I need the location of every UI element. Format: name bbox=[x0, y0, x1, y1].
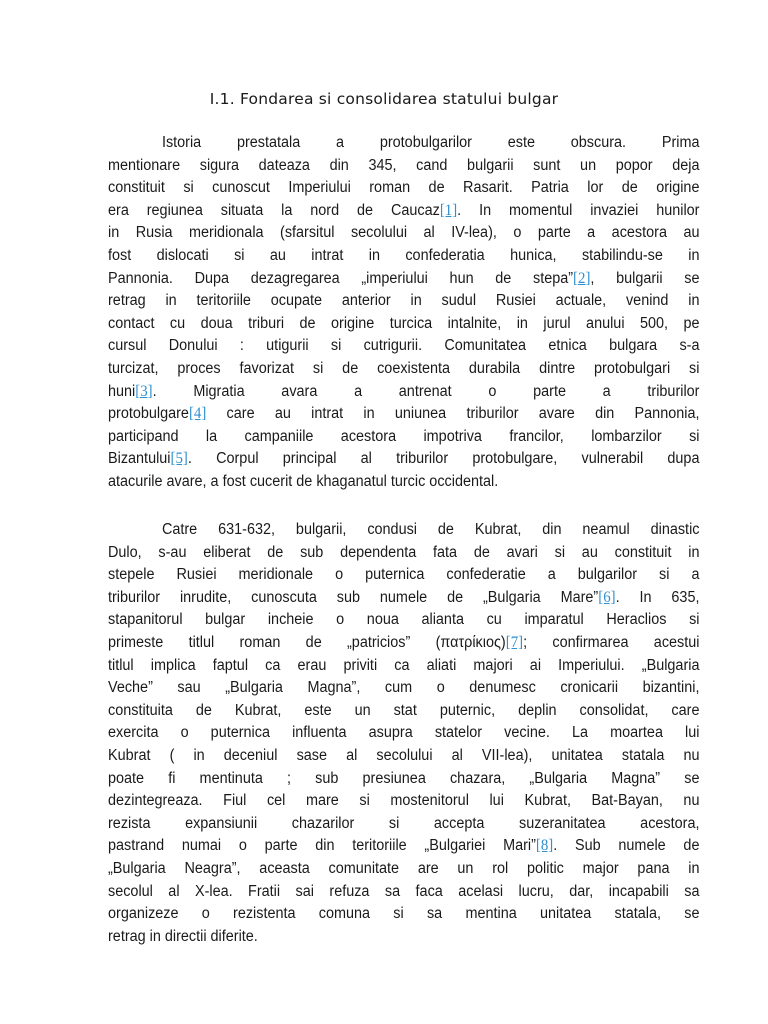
text-line bbox=[108, 858, 699, 881]
text-segment: in Rusia meridionala (sfarsitul secolului al IV-lea), o parte a acestora au bbox=[108, 224, 700, 242]
text-line bbox=[108, 677, 699, 700]
text-segment: , bulgarii se bbox=[590, 269, 700, 287]
text-line bbox=[108, 655, 699, 678]
text-segment: retrag in teritoriile ocupate anterior in sudul Rusiei actuale, venind in bbox=[108, 292, 700, 310]
text-line bbox=[108, 926, 699, 949]
text-line bbox=[108, 448, 699, 471]
text-segment: primeste titlul roman de „patricios” (πατρίκιος) bbox=[108, 633, 506, 651]
text-segment: . Corpul principal al triburilor protobulgare, vulnerabil dupa bbox=[187, 450, 700, 468]
text-segment: cursul Donului : utigurii si cutrigurii. Comunitatea etnica bulgara s-a bbox=[108, 337, 700, 355]
text-segment: exercita o puternica influenta asupra statelor vecine. La moartea lui bbox=[108, 724, 700, 742]
text-segment: care au intrat in uniunea triburilor avare din Pannonia, bbox=[206, 405, 700, 423]
text-line bbox=[108, 155, 699, 178]
footnote-link[interactable]: [8] bbox=[535, 837, 554, 855]
text-segment: constituit si cunoscut Imperiului roman de Rasarit. Patria lor de origine bbox=[108, 179, 700, 197]
text-segment: Dulo, s-au eliberat de sub dependenta fata de avari si au constituit in bbox=[108, 543, 700, 561]
footnote-link[interactable]: [5] bbox=[170, 450, 188, 468]
text-line bbox=[108, 358, 699, 381]
text-segment: . In 635, bbox=[615, 588, 700, 606]
footnote-link[interactable]: [4] bbox=[188, 405, 207, 423]
footnote-link[interactable]: [3] bbox=[135, 382, 153, 400]
text-line bbox=[108, 132, 699, 155]
text-line bbox=[108, 519, 699, 542]
text-line bbox=[108, 381, 699, 404]
text-segment: Bizantului bbox=[108, 450, 171, 468]
text-line bbox=[108, 471, 699, 494]
text-line bbox=[108, 542, 699, 565]
text-line bbox=[108, 245, 699, 268]
text-segment: organizeze o rezistenta comuna si sa mentina unitatea statala, se bbox=[108, 905, 700, 923]
text-segment: Kubrat ( in deceniul sase al secolului al VII-lea), unitatea statala nu bbox=[108, 746, 700, 764]
text-line bbox=[108, 790, 699, 813]
text-line bbox=[108, 177, 699, 200]
text-segment: . Sub numele de bbox=[553, 837, 700, 855]
text-line bbox=[108, 903, 699, 926]
text-segment: turcizat, proces favorizat si de coexistenta durabila dintre protobulgari si bbox=[108, 359, 700, 377]
text-segment: Catre 631-632, bulgarii, condusi de Kubrat, din neamul dinastic bbox=[161, 521, 700, 538]
text-segment: Veche” sau „Bulgaria Magna”, cum o denumesc cronicarii bizantini, bbox=[108, 679, 700, 697]
text-segment: mentionare sigura dateaza din 345, cand bulgarii sunt un popor deja bbox=[108, 156, 700, 174]
text-segment: poate fi mentinuta ; sub presiunea chazara, „Bulgaria Magna” se bbox=[108, 769, 700, 787]
paragraph-1 bbox=[108, 132, 699, 494]
footnote-link[interactable]: [1] bbox=[439, 201, 458, 219]
paragraph-2 bbox=[108, 519, 699, 948]
text-line bbox=[108, 222, 699, 245]
text-segment: rezista expansiunii chazarilor si accepta suzeranitatea acestora, bbox=[108, 814, 700, 832]
text-segment: huni bbox=[108, 382, 136, 400]
text-segment: stepele Rusiei meridionale o puternica confederatie a bulgarilor si a bbox=[108, 566, 700, 584]
text-segment: dezintegreaza. Fiul cel mare si mostenitorul lui Kubrat, Bat-Bayan, nu bbox=[108, 792, 700, 810]
text-segment: contact cu doua triburi de origine turcica intalnite, in jurul anului 500, pe bbox=[108, 314, 700, 332]
text-line bbox=[108, 632, 699, 655]
text-line bbox=[108, 200, 699, 223]
text-segment: Pannonia. Dupa dezagregarea „imperiului hun de stepa” bbox=[108, 269, 574, 287]
text-line bbox=[108, 768, 699, 791]
text-line bbox=[108, 290, 699, 313]
text-segment: fost dislocati si au intrat in confederatia hunica, stabilindu-se in bbox=[108, 246, 700, 264]
text-line bbox=[108, 403, 699, 426]
text-line bbox=[108, 813, 699, 836]
footnote-link[interactable]: [7] bbox=[505, 633, 524, 651]
text-segment: triburilor inrudite, cunoscuta sub numele de „Bulgaria Mare” bbox=[108, 588, 599, 606]
text-line bbox=[108, 835, 699, 858]
footnote-link[interactable]: [6] bbox=[598, 588, 616, 606]
text-segment: . In momentul invaziei hunilor bbox=[457, 201, 700, 219]
text-line bbox=[108, 587, 699, 610]
text-segment: Istoria prestatala a protobulgarilor este obscura. Prima bbox=[161, 134, 700, 151]
text-segment: titlul implica faptul ca erau priviti ca aliati majori ai Imperiului. „Bulgaria bbox=[108, 656, 700, 674]
text-segment: ; confirmarea acestui bbox=[523, 633, 700, 651]
text-segment: participand la campaniile acestora impotriva francilor, lombarzilor si bbox=[108, 427, 700, 445]
text-segment: constituita de Kubrat, este un stat puternic, deplin consolidat, care bbox=[108, 701, 700, 719]
text-line bbox=[108, 745, 699, 768]
text-line bbox=[108, 609, 699, 632]
footnote-link[interactable]: [2] bbox=[573, 269, 591, 287]
text-segment: retrag in directii diferite. bbox=[108, 927, 258, 945]
text-line bbox=[108, 268, 699, 291]
text-line bbox=[108, 722, 699, 745]
text-segment: protobulgare bbox=[108, 405, 189, 423]
text-line bbox=[108, 426, 699, 449]
text-segment: atacurile avare, a fost cucerit de khaganatul turcic occidental. bbox=[108, 472, 499, 490]
section-heading: I.1. Fondarea si consolidarea statului bulgar bbox=[209, 90, 559, 108]
text-line bbox=[108, 700, 699, 723]
text-line bbox=[108, 881, 699, 904]
text-segment: era regiunea situata la nord de Caucaz bbox=[108, 201, 440, 219]
text-segment: . Migratia avara a antrenat o parte a triburilor bbox=[152, 382, 700, 400]
text-segment: pastrand numai o parte din teritoriile „Bulgariei Mari” bbox=[108, 837, 536, 855]
text-segment: stapanitorul bulgar incheie o noua alianta cu imparatul Heraclios si bbox=[108, 611, 700, 629]
text-segment: „Bulgaria Neagra”, aceasta comunitate are un rol politic major pana in bbox=[108, 859, 700, 877]
text-line bbox=[108, 313, 699, 336]
text-segment: secolul al X-lea. Fratii sai refuza sa faca acelasi lucru, dar, incapabili sa bbox=[108, 882, 700, 900]
text-line bbox=[108, 335, 699, 358]
text-line bbox=[108, 564, 699, 587]
